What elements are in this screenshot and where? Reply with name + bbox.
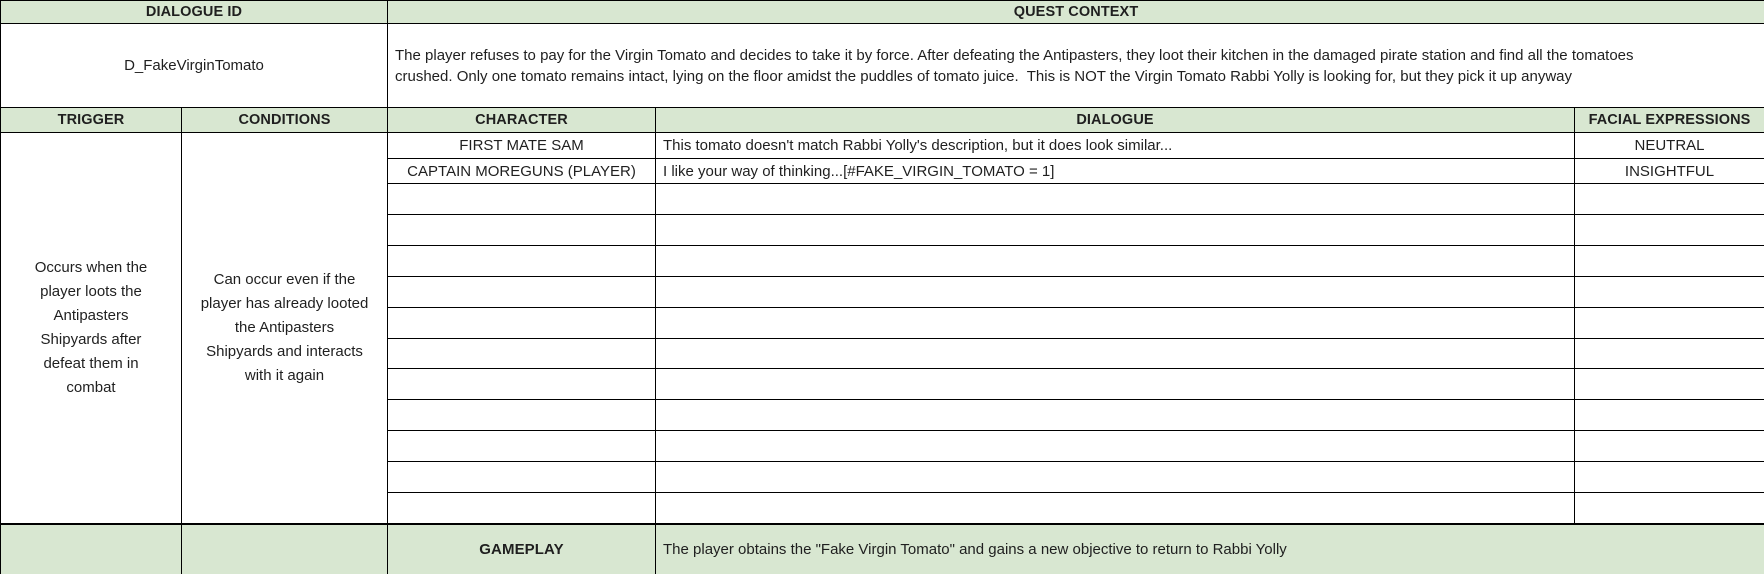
dialogue-cell[interactable]: This tomato doesn't match Rabbi Yolly's description, but it does look similar... [656,133,1575,159]
empty-character-cell[interactable] [388,215,656,245]
empty-dialogue-row [388,400,1764,431]
empty-facial-cell[interactable] [1575,431,1764,461]
empty-dialogue-cell[interactable] [656,339,1575,369]
dialogue-id-value-cell[interactable]: D_FakeVirginTomato [0,24,388,108]
empty-dialogue-row [388,308,1764,339]
gameplay-conditions-spacer-cell[interactable] [182,523,388,574]
empty-facial-cell[interactable] [1575,493,1764,523]
empty-facial-cell[interactable] [1575,308,1764,338]
character-cell[interactable]: CAPTAIN MOREGUNS (PLAYER) [388,159,656,184]
quest-context-header-cell[interactable]: QUEST CONTEXT [388,0,1764,24]
empty-character-cell[interactable] [388,184,656,214]
empty-dialogue-row [388,493,1764,523]
empty-dialogue-cell[interactable] [656,431,1575,461]
empty-facial-cell[interactable] [1575,215,1764,245]
empty-dialogue-row [388,184,1764,215]
empty-character-cell[interactable] [388,431,656,461]
empty-facial-cell[interactable] [1575,462,1764,492]
character-column-header[interactable]: CHARACTER [388,108,656,133]
empty-dialogue-row [388,246,1764,277]
quest-context-text: The player refuses to pay for the Virgin Tomato and decides to take it by force. After defeating the Antipasters, they loot their kitchen in the damaged pirate station and find all the tomatoes crushed. Only one tomato remains intact, lying on the floor amidst the puddles of tomato juice. This is NOT the Virgin Tomato Rabbi Yolly is looking for, but they pick it up anyway [395,46,1638,85]
conditions-text-cell[interactable]: Can occur even if the player has already looted the Antipasters Shipyards and interacts with it again [182,133,388,523]
empty-dialogue-cell[interactable] [656,184,1575,214]
empty-rows [388,184,1764,523]
empty-character-cell[interactable] [388,369,656,399]
empty-dialogue-row [388,431,1764,462]
facial-expression-cell[interactable]: NEUTRAL [1575,133,1764,159]
empty-dialogue-cell[interactable] [656,277,1575,307]
empty-facial-cell[interactable] [1575,400,1764,430]
empty-character-cell[interactable] [388,277,656,307]
empty-dialogue-row [388,369,1764,400]
empty-character-cell[interactable] [388,339,656,369]
dialogue-id-header-cell[interactable]: DIALOGUE ID [0,0,388,24]
dialogue-column-header[interactable]: DIALOGUE [656,108,1575,133]
empty-dialogue-cell[interactable] [656,308,1575,338]
trigger-text-cell[interactable]: Occurs when the player loots the Antipasters Shipyards after defeat them in combat [0,133,182,523]
empty-facial-cell[interactable] [1575,339,1764,369]
gameplay-trigger-spacer-cell[interactable] [0,523,182,574]
facial-expressions-column-header[interactable]: FACIAL EXPRESSIONS [1575,108,1764,133]
empty-facial-cell[interactable] [1575,184,1764,214]
trigger-column-header[interactable]: TRIGGER [0,108,182,133]
empty-dialogue-row [388,339,1764,370]
empty-dialogue-cell[interactable] [656,369,1575,399]
empty-character-cell[interactable] [388,246,656,276]
empty-character-cell[interactable] [388,493,656,523]
empty-dialogue-cell[interactable] [656,400,1575,430]
empty-facial-cell[interactable] [1575,246,1764,276]
empty-character-cell[interactable] [388,308,656,338]
character-cell[interactable]: FIRST MATE SAM [388,133,656,159]
gameplay-label-cell[interactable]: GAMEPLAY [388,523,656,574]
empty-dialogue-row [388,462,1764,493]
empty-facial-cell[interactable] [1575,277,1764,307]
empty-character-cell[interactable] [388,462,656,492]
empty-dialogue-cell[interactable] [656,246,1575,276]
facial-expression-cell[interactable]: INSIGHTFUL [1575,159,1764,184]
empty-character-cell[interactable] [388,400,656,430]
empty-dialogue-cell[interactable] [656,493,1575,523]
gameplay-text-cell[interactable]: The player obtains the "Fake Virgin Tomato" and gains a new objective to return to Rabbi Yolly [656,523,1764,574]
empty-dialogue-row [388,215,1764,246]
empty-facial-cell[interactable] [1575,369,1764,399]
empty-dialogue-cell[interactable] [656,215,1575,245]
dialogue-cell[interactable]: I like your way of thinking...[#FAKE_VIRGIN_TOMATO = 1] [656,159,1575,184]
empty-dialogue-row [388,277,1764,308]
quest-context-cell[interactable] [388,24,1764,108]
empty-dialogue-cell[interactable] [656,462,1575,492]
conditions-column-header[interactable]: CONDITIONS [182,108,388,133]
